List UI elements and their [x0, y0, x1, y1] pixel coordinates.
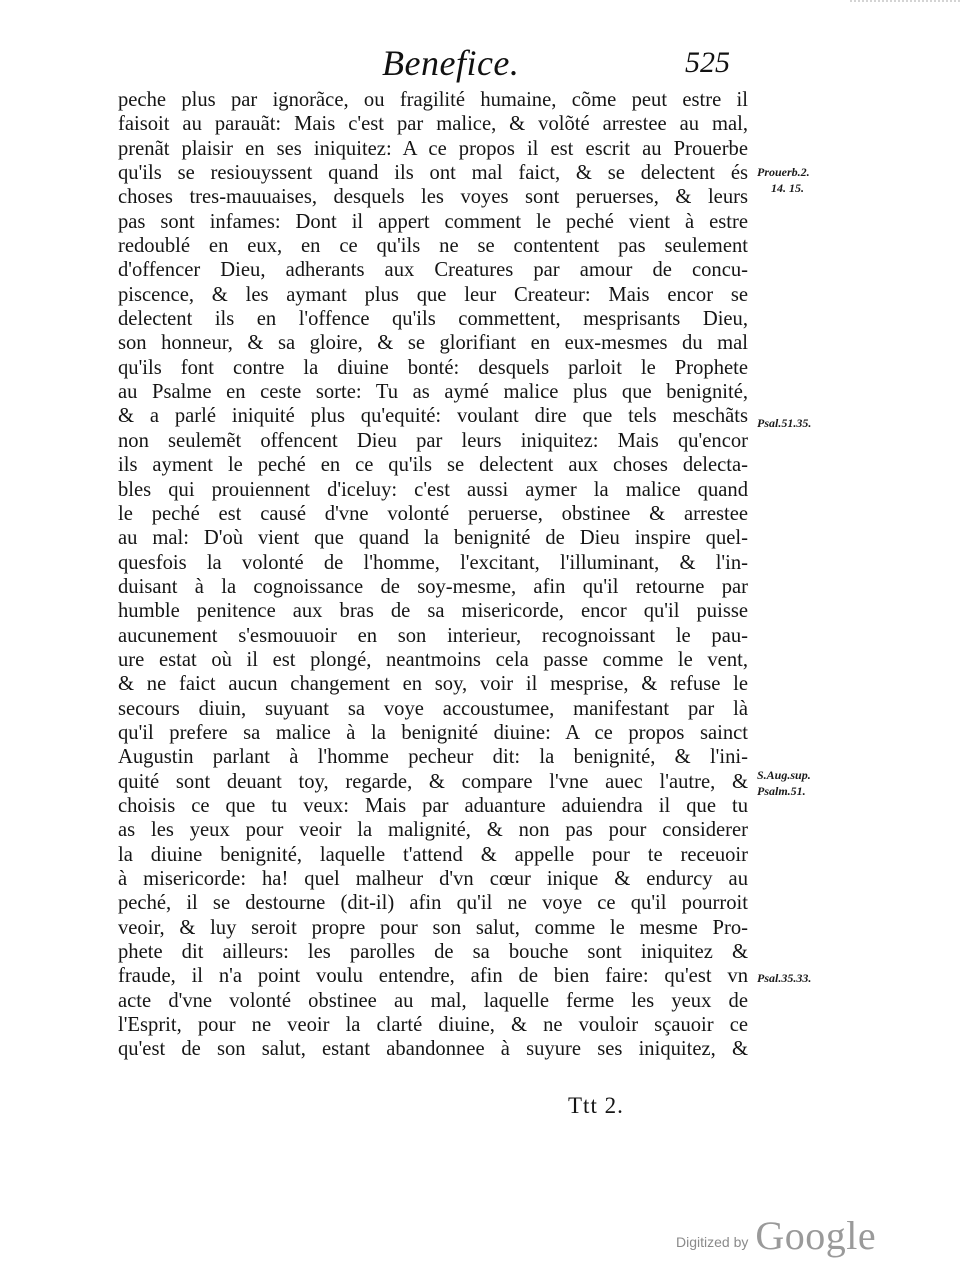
text-line: delectent ils en l'offence qu'ils commettent, mesprisants Dieu,	[118, 308, 748, 331]
text-line: qu'ils font contre la diuine bonté: desquels parloit le Prophete	[118, 356, 748, 379]
text-line: duisant à la cognoissance de soy-mesme, afin qu'il retourne par	[118, 575, 748, 598]
text-line: à misericorde: ha! quel malheur d'vn cœur inique & endurcy au	[118, 868, 748, 890]
text-line: la diuine benignité, laquelle t'attend & appelle pour te receuoir	[118, 843, 748, 866]
text-line: quesfois la volonté de l'homme, l'excitant, l'illuminant, & l'in-	[118, 551, 748, 574]
text-line: qu'il prefere sa malice à la benignité diuine: A ce propos sainct	[118, 721, 748, 744]
digitized-watermark	[676, 1213, 877, 1258]
text-line: Augustin parlant à l'homme pecheur dit: la benignité, & l'ini-	[118, 746, 748, 769]
signature-mark: Ttt 2.	[568, 1093, 624, 1118]
text-line: as les yeux pour veoir la malignité, & non pas pour considerer	[118, 819, 748, 842]
text-line: son honneur, & sa gloire, & se glorifiant en eux-mesmes du mal	[118, 332, 748, 355]
marginal-note-proverbs	[757, 164, 810, 196]
text-line: au Psalme en ceste sorte: Tu as aymé malice plus que benignité,	[118, 381, 748, 404]
text-line: faisoit au parauãt: Mais c'est par malice, & volõté arrestee au mal,	[118, 113, 748, 136]
text-line: peché, il se destourne (dit-il) afin qu'il ne voye ce qu'il pourroit	[118, 892, 748, 915]
page-number: 525	[685, 46, 730, 79]
marginal-line: S.Aug.sup.	[757, 768, 811, 782]
marginal-note-augustine	[757, 767, 811, 799]
body-text	[118, 88, 748, 1062]
running-head: Benefice.	[382, 43, 520, 83]
text-line: ure estat où il est plongé, neantmoins cela passe comme le vent,	[118, 648, 748, 671]
text-line: prenãt plaisir en ses iniquitez: A ce propos il est escrit au Prouerbe	[118, 137, 748, 160]
text-line: au mal: D'où vient que quand la benignité de Dieu inspire quel-	[118, 527, 748, 550]
google-logo: Google	[755, 1213, 877, 1258]
marginal-note-psalm	[757, 970, 811, 986]
text-line: humble penitence aux bras de sa misericorde, encor qu'il puisse	[118, 600, 748, 623]
text-line: d'offencer Dieu, adherants aux Creatures par amour de concu-	[118, 259, 748, 282]
text-line: le peché est causé d'vne volonté peruerse, obstinee & arrestee	[118, 502, 748, 525]
text-line: & ne faict aucun changement en soy, voir il mesprise, & refuse le	[118, 673, 748, 696]
text-line: veoir, & luy seroit propre pour son salut, comme le mesme Pro-	[118, 916, 748, 939]
text-line: acte d'vne volonté obstinee au mal, laquelle ferme les yeux de	[118, 989, 748, 1012]
text-line: & a parlé iniquité plus qu'equité: voulant dire que tels meschãts	[118, 405, 748, 428]
text-line: qu'est de son salut, estant abandonnee à suyure ses iniquitez, &	[118, 1038, 748, 1061]
page-edge-mark	[850, 0, 960, 20]
text-line: pas sont infames: Dont il appert comment le peché vient à estre	[118, 210, 748, 233]
marginal-note-psalm	[757, 415, 811, 431]
text-line: phete dit ailleurs: les parolles de sa bouche sont iniquitez &	[118, 941, 748, 964]
digitized-by-text: Digitized by	[676, 1234, 749, 1250]
text-line: l'Esprit, pour ne veoir la clarté diuine, & ne vouloir sçauoir ce	[118, 1014, 748, 1037]
text-line: aucunement s'esmouuoir en son interieur, recognoissant le pau-	[118, 624, 748, 647]
text-line: bles qui prouiennent d'iceluy: c'est aussi aymer la malice quand	[118, 478, 748, 501]
marginal-line: Prouerb.2.	[757, 165, 810, 179]
text-line: peche plus par ignorãce, ou fragilité humaine, cõme peut estre il	[118, 89, 748, 111]
text-line: quité sont deuant toy, regarde, & compare l'vne auec l'autre, &	[118, 770, 748, 793]
text-line: secours diuin, suyuant sa voye accoustumee, manifestant par là	[118, 697, 748, 720]
text-line: qu'ils se resiouyssent quand ils ont mal faict, & se delectent és	[118, 162, 748, 185]
text-line: redoublé en eux, en ce qu'ils ne se contentent pas seulement	[118, 235, 748, 258]
text-line: piscence, & les aymant plus que leur Createur: Mais encor se	[118, 283, 748, 306]
text-line: choses tres-mauuaises, desquels les voyes sont peruerses, & leurs	[118, 186, 748, 209]
text-line: non seulemẽt offencent Dieu par leurs iniquitez: Mais qu'encor	[118, 429, 748, 452]
marginal-line: Psal.51.35.	[757, 416, 812, 430]
marginal-line: 14. 15.	[771, 181, 804, 195]
text-line: fraude, il n'a point voulu entendre, afin de bien faire: qu'est vn	[118, 965, 748, 988]
text-line: ils ayment le peché en ce qu'ils se delectent aux choses delecta-	[118, 454, 748, 477]
marginal-line: Psal.35.33.	[757, 971, 812, 985]
text-line: choisis ce que tu veux: Mais par aduanture aduiendra il que tu	[118, 794, 748, 817]
marginal-line: Psalm.51.	[757, 784, 806, 798]
